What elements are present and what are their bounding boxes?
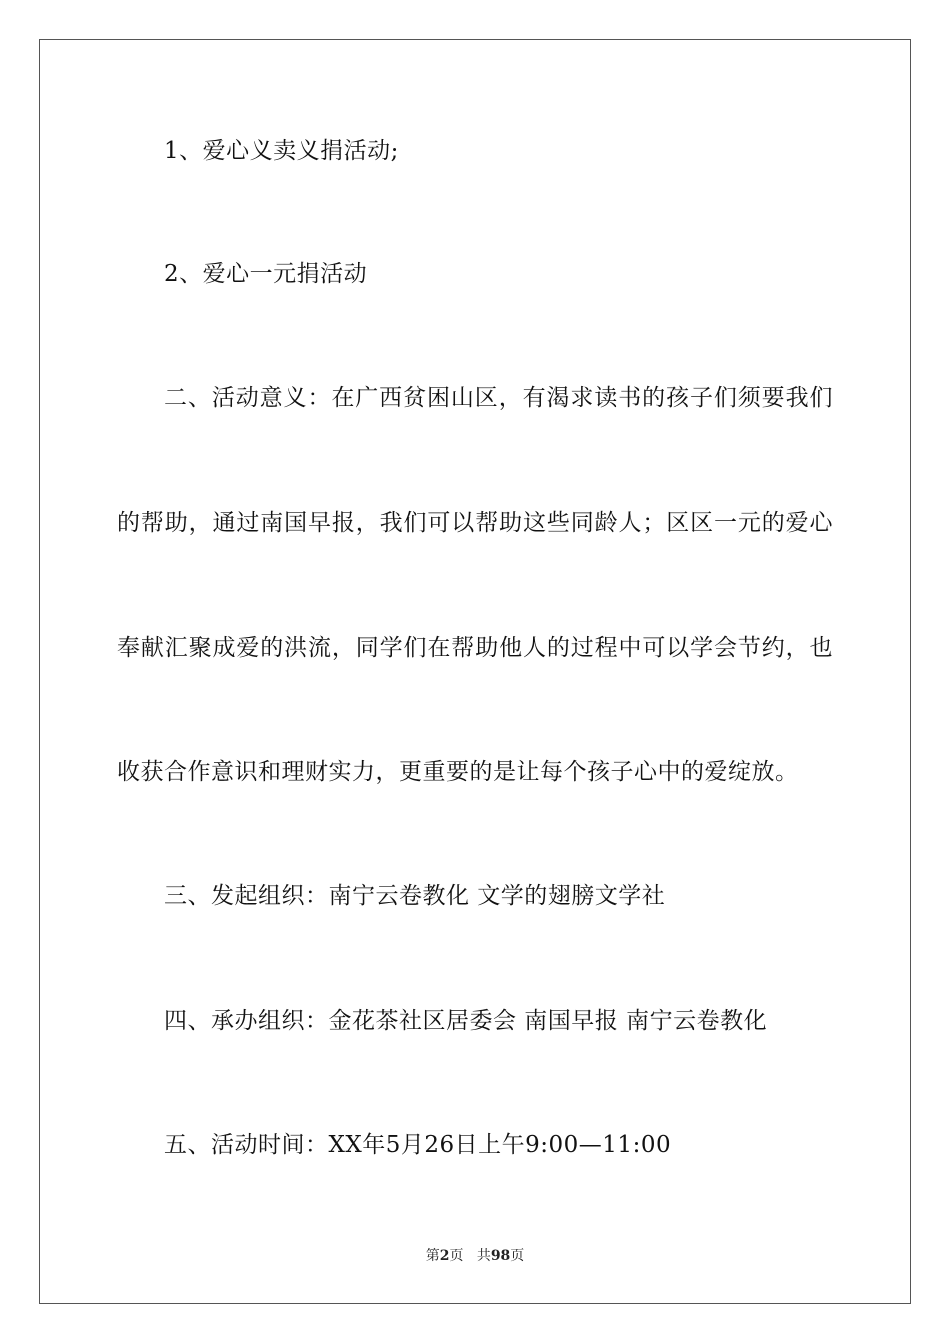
footer-total-prefix: 共 bbox=[476, 1248, 491, 1264]
footer-total-pages: 98 bbox=[490, 1248, 511, 1264]
paragraph-significance-line-1: 二、活动意义：在广西贫困山区，有渴求读书的孩子们须要我们 bbox=[164, 385, 833, 411]
section-time: 五、活动时间：XX年5月26日上午9:00—11:00 bbox=[164, 1132, 672, 1158]
section-host: 四、承办组织：金花茶社区居委会 南国早报 南宁云卷教化 bbox=[164, 1008, 768, 1034]
footer-page-suffix: 页 bbox=[449, 1248, 464, 1264]
page-footer bbox=[0, 1246, 950, 1266]
paragraph-significance-line-3: 奉献汇聚成爱的洪流，同学们在帮助他人的过程中可以学会节约，也 bbox=[117, 635, 833, 661]
paragraph-significance-line-4: 收获合作意识和理财实力，更重要的是让每个孩子心中的爱绽放。 bbox=[117, 759, 799, 785]
list-item-1: 1、爱心义卖义捐活动; bbox=[164, 138, 399, 164]
footer-prefix: 第 bbox=[425, 1248, 440, 1264]
footer-total-suffix: 页 bbox=[510, 1248, 525, 1264]
paragraph-significance-line-2: 的帮助，通过南国早报，我们可以帮助这些同龄人；区区一元的爱心 bbox=[117, 510, 833, 536]
page-border bbox=[39, 39, 911, 1304]
section-organizer: 三、发起组织：南宁云卷教化 文学的翅膀文学社 bbox=[164, 883, 666, 909]
footer-page-number: 2 bbox=[439, 1248, 450, 1264]
list-item-2: 2、爱心一元捐活动 bbox=[164, 261, 368, 287]
